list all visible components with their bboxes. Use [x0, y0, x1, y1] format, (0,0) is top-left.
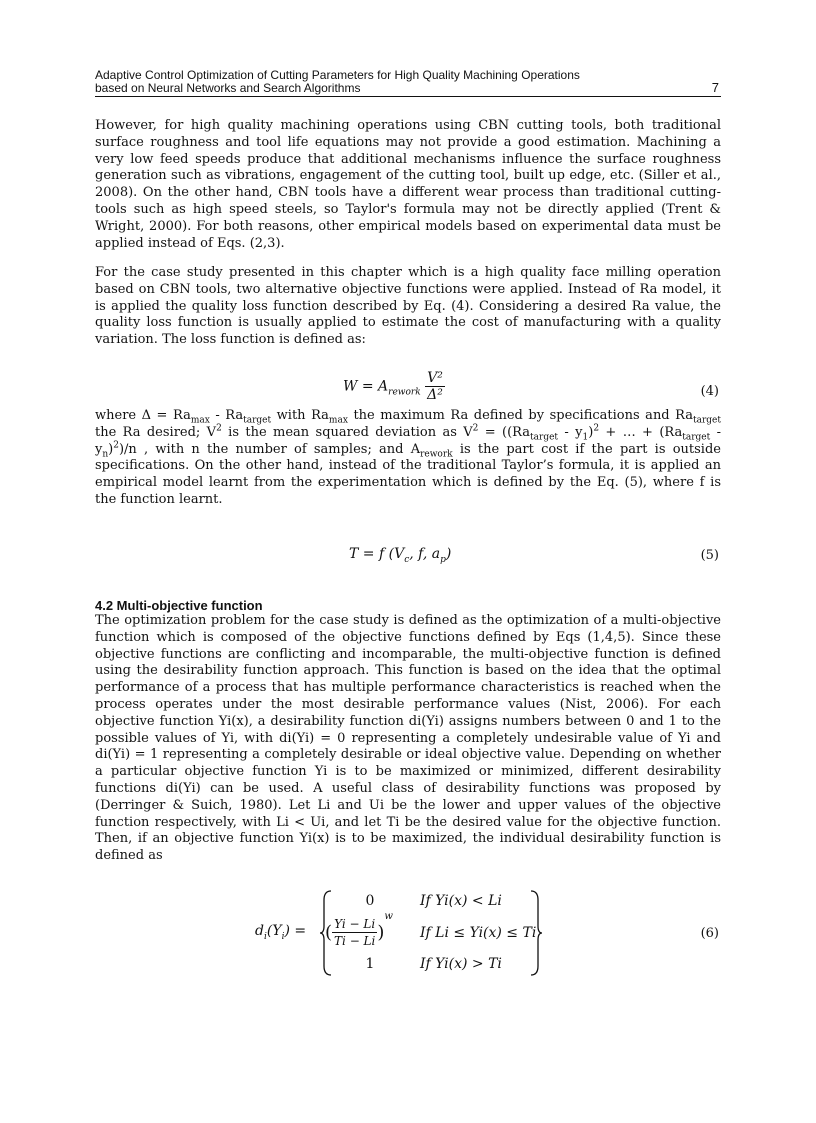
p3-text: is the mean squared deviation as V: [221, 424, 473, 440]
eq5-sub: c: [404, 554, 410, 565]
p3-sub: target: [530, 432, 559, 443]
open-paren: (: [325, 922, 333, 943]
p3-text: with Ra: [271, 408, 329, 423]
eq6-close: ) =: [284, 923, 307, 939]
header-title-line-2: based on Neural Networks and Search Algorithms: [95, 81, 361, 95]
case-2-denominator: Ti − Li: [334, 934, 376, 948]
eq6-arg-sub: i: [281, 931, 285, 942]
p3-sub: 1: [582, 432, 589, 443]
paragraph-multi-objective: The optimization problem for the case study is defined as the optimization of a multi-objective function which is composed of the objective functions defined by Eqs (1,4,5). Since these objective functions are conflicting and incomparable, the multi-objective function is defined using the desirability function approach. This function is based on the idea that the optimal performance of a process that has multiple performance characteristics is reached when the process operates under the most desirable performance values (Nist, 2006). For each objective function Yi(x), a desirability function di(Yi) assigns numbers between 0 and 1 to the possible values of Yi, with di(Yi) = 0 representing a completely undesirable value of Yi and di(Yi) = 1 representing a completely desirable or ideal objective value. Depending on whether a particular objective function Yi is to be maximized or minimized, different desirability functions di(Yi) can be used. A useful class of desirability functions was proposed by (Derringer & Suich, 1980). Let Li and Ui be the lower and upper values of the objective function respectively, with Li < Ui, and let Ti be the desired value for the objective function. Then, if an objective function Yi(x) is to be maximized, the individual desirability function is defined as: [95, 613, 721, 864]
p3-text: the maximum Ra defined by specifications and Ra: [347, 408, 694, 423]
eq6-fraction: [332, 916, 377, 949]
case-2-exponent: w: [384, 910, 393, 922]
paragraph-case-study: For the case study presented in this chapter which is a high quality face milling operation based on CBN tools, two alternative objective functions were applied. Instead of Ra model, it is applied the quality loss function described by Eq. (4). Considering a desired Ra value, the quality loss function is usually applied to estimate the cost of manufacturing with a quality variation. The loss function is defined as:: [95, 265, 721, 348]
eq5-sub2: p: [440, 554, 446, 565]
running-header: [95, 69, 721, 97]
paragraph-where: [95, 408, 721, 509]
equation-5-number: (5): [700, 548, 719, 563]
equation-4: [343, 370, 445, 403]
p3-text: - Ra: [209, 408, 244, 423]
eq5-rest: , f, a: [409, 546, 441, 562]
p3-sub: target: [243, 415, 272, 426]
p3-text: is the part cost if the part is outside specifications. On the other hand, instead of the traditional Taylor’s formula, it is applied an empirical model learnt from the experimentation which is defined by the Eq. (5), where f is the function learnt.: [95, 441, 721, 507]
p3-sub: rework: [420, 449, 453, 460]
equation-6-number: (6): [700, 926, 719, 941]
case-2-numerator: Yi − Li: [334, 917, 376, 931]
close-paren: ): [377, 922, 385, 943]
eq6-d: d: [255, 923, 264, 939]
p3-sub: max: [190, 415, 210, 426]
eq4-numerator: V²: [427, 370, 443, 386]
p3-sup: 2: [113, 440, 119, 451]
p3-sup: 2: [216, 423, 222, 434]
page-number: 7: [711, 80, 719, 95]
p3-text: where Δ = Ra: [95, 408, 191, 423]
header-title-line-1: Adaptive Control Optimization of Cutting Parameters for High Quality Machining Operations: [95, 68, 580, 82]
eq4-sub: rework: [388, 387, 421, 398]
p3-text: )/n , with n the number of samples; and A: [118, 441, 421, 457]
equation-5: [349, 546, 452, 565]
section-heading: 4.2 Multi-objective function: [95, 598, 263, 613]
eq6-lhs: [255, 923, 307, 942]
p3-sub: max: [328, 415, 348, 426]
equation-6: [255, 890, 545, 976]
eq6-case-1: [340, 893, 502, 909]
equation-4-number: (4): [700, 384, 719, 399]
p3-sub: target: [693, 415, 722, 426]
p3-text: - y: [558, 424, 583, 440]
p3-sup: 2: [472, 423, 479, 434]
eq5-expr: T = f (V: [349, 546, 405, 562]
p3-text: - y: [95, 424, 721, 457]
eq6-d-sub: i: [263, 931, 267, 942]
case-3-condition: If Yi(x) > Ti: [420, 956, 502, 972]
p3-sup: 2: [593, 423, 600, 434]
p3-text: + … + (Ra: [599, 424, 683, 440]
eq6-case-3: [340, 956, 502, 972]
p3-text: ): [108, 441, 114, 457]
paragraph-cbn-tools: However, for high quality machining operations using CBN cutting tools, both traditional surface roughness and tool life equations may not provide a good estimation. Machining a very low feed speeds produce that additional mechanisms influence the surface roughness generation such as vibrations, engagement of the cutting tool, built up edge, etc. (Siller et al., 2008). On the other hand, CBN tools have a different wear process than traditional cutting-tools such as high speed steels, so Taylor's formula may not be directly applied (Trent & Wright, 2000). For both reasons, other empirical models based on experimental data must be applied instead of Eqs. (2,3).: [95, 118, 721, 251]
p3-text: ): [588, 424, 594, 440]
p3-text: the Ra desired; V: [95, 424, 217, 440]
p3-sub: n: [102, 449, 109, 460]
case-3-value: 1: [365, 956, 375, 972]
case-2-condition: If Li ≤ Yi(x) ≤ Ti: [420, 925, 537, 941]
p3-text: = ((Ra: [478, 424, 531, 440]
eq4-lhs: W = A: [343, 378, 389, 395]
eq4-denominator: Δ²: [427, 387, 443, 403]
case-1-value: 0: [365, 893, 375, 909]
eq4-fraction: [425, 370, 445, 403]
eq5-close: ): [445, 546, 452, 562]
p3-sub: target: [682, 432, 711, 443]
case-1-condition: If Yi(x) < Li: [420, 893, 502, 909]
eq6-case-2: [325, 910, 537, 949]
eq6-arg: (Y: [266, 923, 282, 939]
